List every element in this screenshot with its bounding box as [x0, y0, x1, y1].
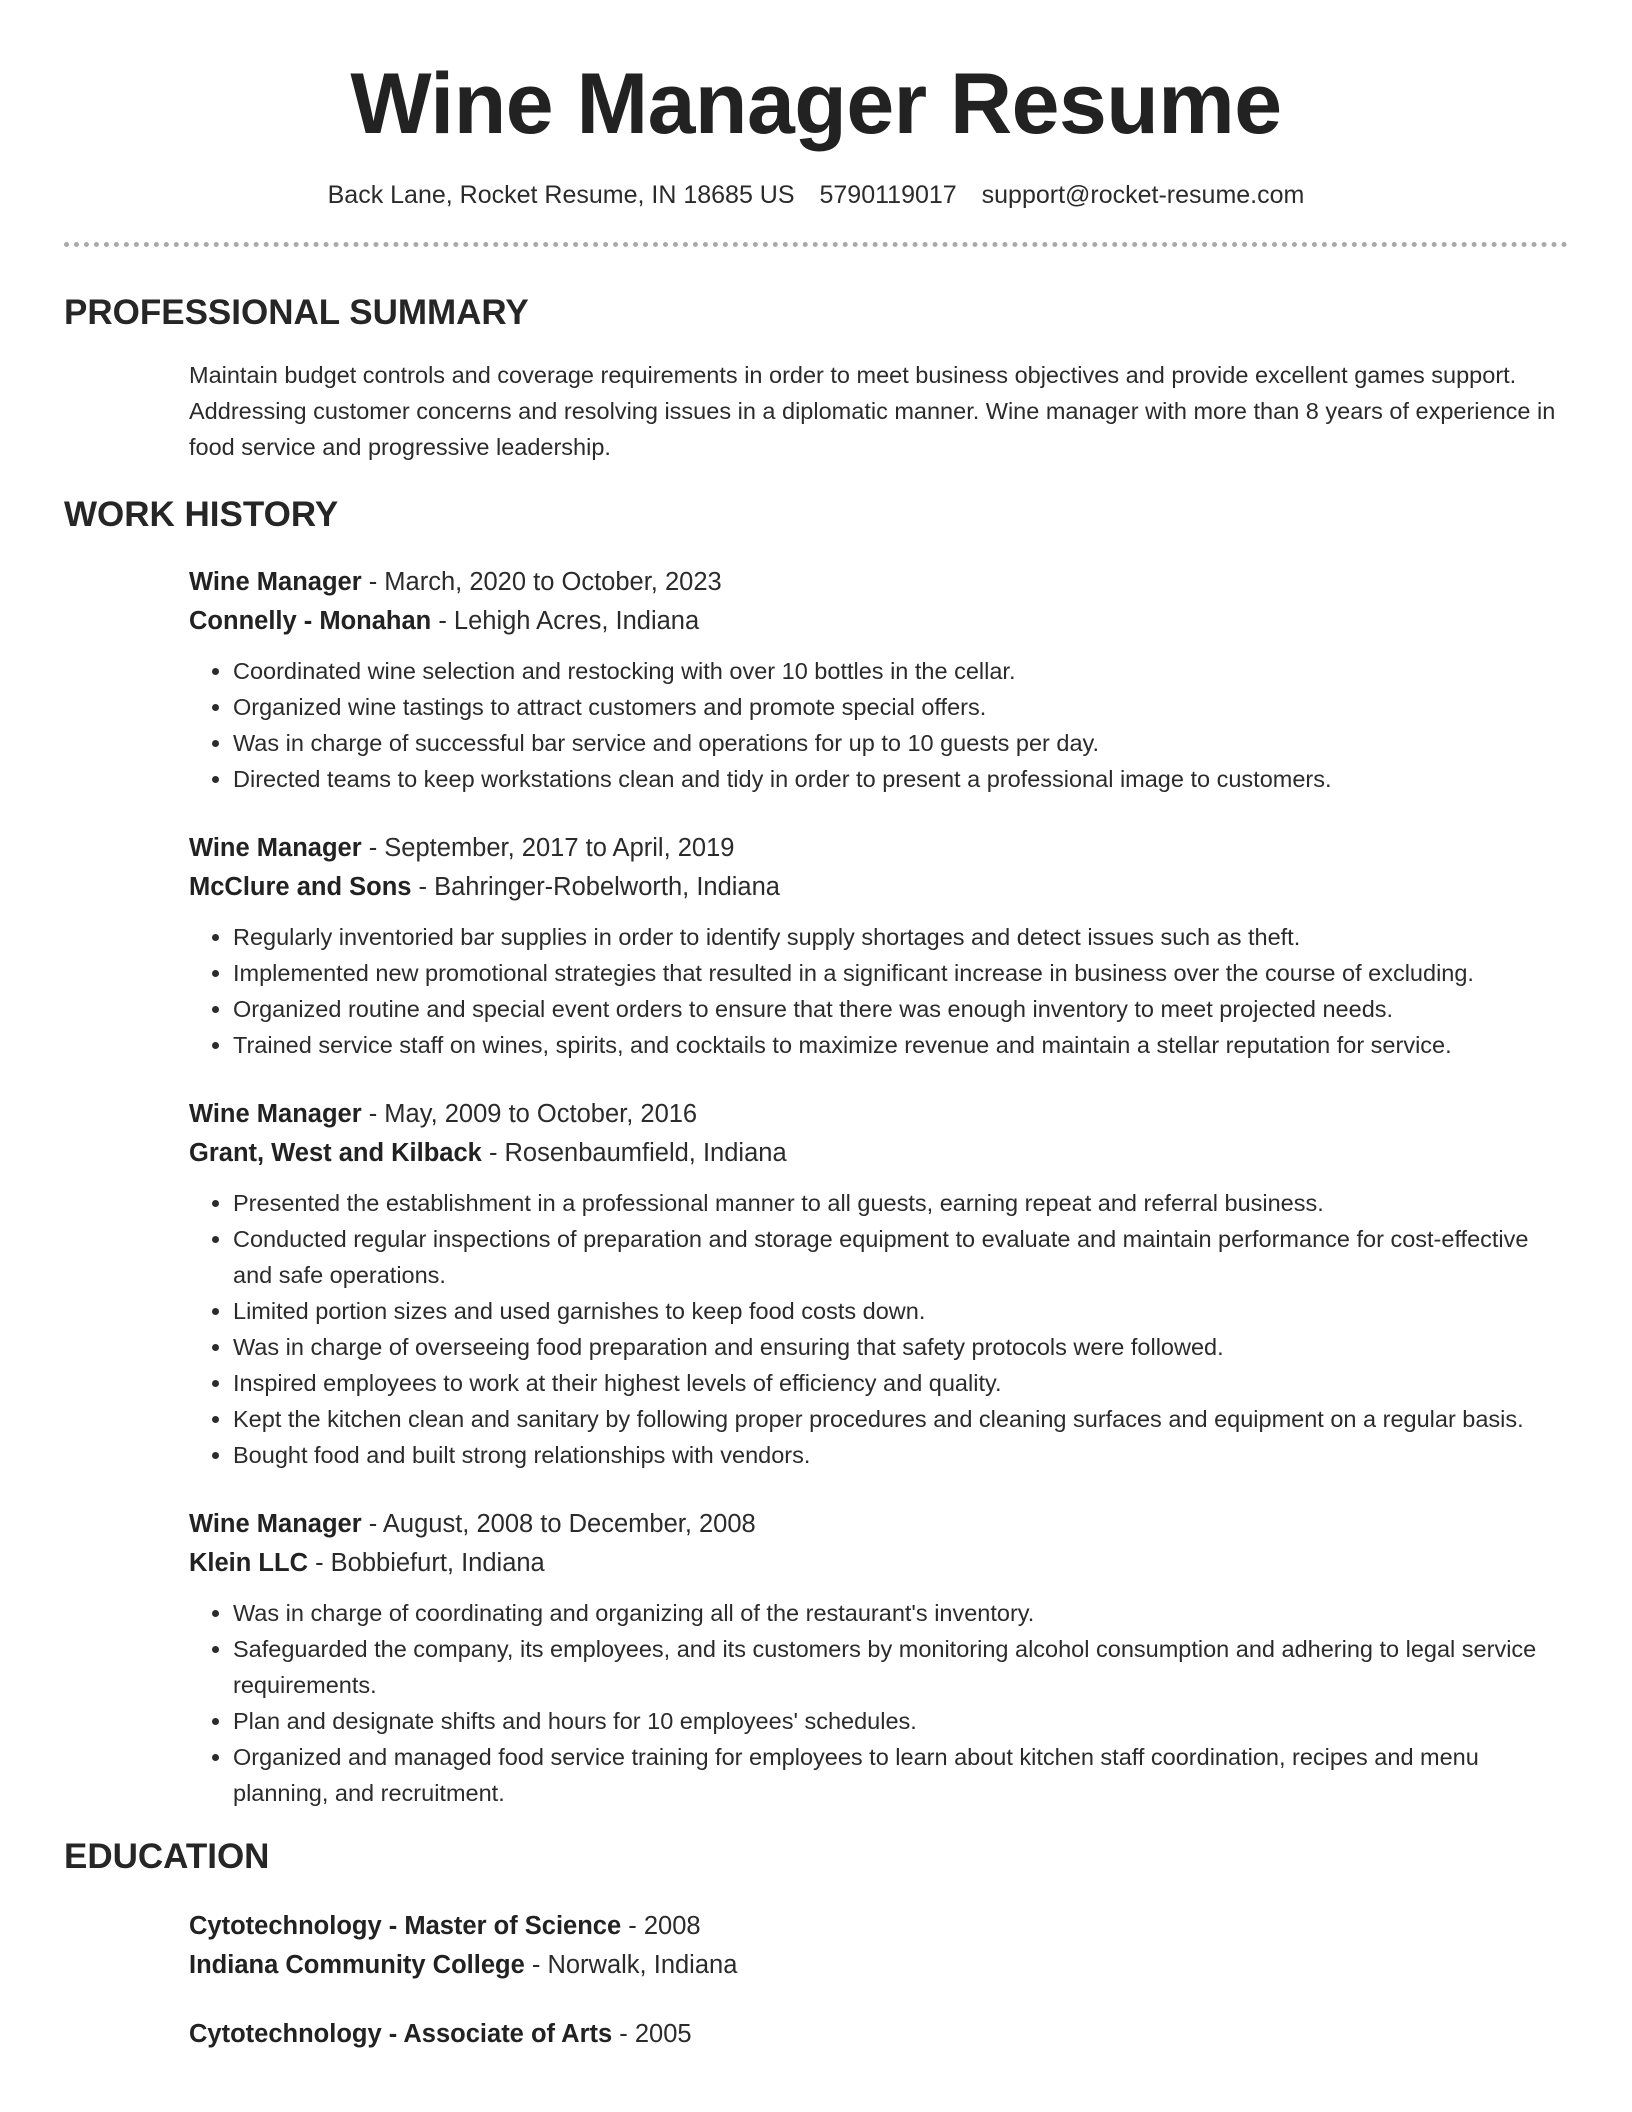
list-item: • Regularly inventoried bar supplies in order to identify supply shortages and detect issues such as theft.: [233, 919, 1568, 955]
list-item: • Directed teams to keep workstations clean and tidy in order to present a professional image to customers.: [233, 761, 1568, 797]
job-list: [64, 563, 1568, 1811]
contact-email: support@rocket-resume.com: [981, 181, 1305, 209]
education-school: Indiana Community College: [189, 1951, 525, 1979]
job-company-line: [189, 602, 1568, 641]
page-title: Wine Manager Resume: [350, 56, 1282, 152]
list-item: • Presented the establishment in a professional manner to all guests, earning repeat and referral business.: [233, 1185, 1568, 1221]
summary-heading: PROFESSIONAL SUMMARY: [64, 293, 529, 332]
job-role: Wine Manager: [189, 1510, 362, 1538]
list-item: • Bought food and built strong relationships with vendors.: [233, 1437, 1568, 1473]
list-item: • Inspired employees to work at their highest levels of efficiency and quality.: [233, 1365, 1568, 1401]
education-year: - 2008: [621, 1912, 701, 1940]
job-role: Wine Manager: [189, 834, 362, 862]
job-bullets: [189, 1595, 1568, 1811]
job-role: Wine Manager: [189, 568, 362, 596]
job-location: - Bahringer-Robelworth, Indiana: [411, 873, 780, 901]
summary-text: Maintain budget controls and coverage requirements in order to meet business objectives and provide excellent games support. Addressing customer concerns and resolving issues in a diplomatic manner. Wine manager with more than 8 years of experience in food service and progressive leadership.: [189, 362, 1556, 460]
work-history-section: [64, 493, 1568, 1811]
list-item: • Organized wine tastings to attract customers and promote special offers.: [233, 689, 1568, 725]
summary-section: [64, 291, 1568, 465]
job-role-line: [189, 563, 1568, 602]
job-role-line: [189, 1095, 1568, 1134]
education-heading: EDUCATION: [64, 1837, 270, 1876]
list-item: • Plan and designate shifts and hours for 10 employees' schedules.: [233, 1703, 1568, 1739]
education-school-line: [189, 1946, 1568, 1985]
job-entry: [189, 1505, 1568, 1811]
list-item: • Limited portion sizes and used garnishes to keep food costs down.: [233, 1293, 1568, 1329]
job-company: McClure and Sons: [189, 873, 412, 901]
job-company: Connelly - Monahan: [189, 607, 432, 635]
job-dates: - March, 2020 to October, 2023: [361, 568, 722, 596]
education-year: - 2005: [612, 2020, 692, 2048]
list-item: • Conducted regular inspections of preparation and storage equipment to evaluate and maintain performance for cost-effective and safe operations.: [233, 1221, 1568, 1293]
resume-header: [64, 0, 1568, 247]
contact-phone: 5790119017: [819, 181, 957, 209]
list-item: • Trained service staff on wines, spirits, and cocktails to maximize revenue and maintain a stellar reputation for service.: [233, 1027, 1568, 1063]
list-item: • Implemented new promotional strategies that resulted in a significant increase in business over the course of excluding.: [233, 955, 1568, 991]
job-bullets: [189, 919, 1568, 1063]
education-entry: [64, 2015, 1568, 2054]
list-item: • Was in charge of overseeing food preparation and ensuring that safety protocols were followed.: [233, 1329, 1568, 1365]
list-item: • Organized routine and special event orders to ensure that there was enough inventory to meet projected needs.: [233, 991, 1568, 1027]
job-dates: - May, 2009 to October, 2016: [361, 1100, 698, 1128]
job-location: - Rosenbaumfield, Indiana: [481, 1139, 787, 1167]
job-bullets: [189, 653, 1568, 797]
job-company: Klein LLC: [189, 1549, 308, 1577]
job-company-line: [189, 1544, 1568, 1583]
education-degree: Cytotechnology - Master of Science: [189, 1912, 622, 1940]
list-item: • Kept the kitchen clean and sanitary by following proper procedures and cleaning surfaces and equipment on a regular basis.: [233, 1401, 1568, 1437]
job-company-line: [189, 868, 1568, 907]
job-role-line: [189, 829, 1568, 868]
list-item: • Coordinated wine selection and restocking with over 10 bottles in the cellar.: [233, 653, 1568, 689]
job-company: Grant, West and Kilback: [189, 1139, 482, 1167]
list-item: • Was in charge of successful bar service and operations for up to 10 guests per day.: [233, 725, 1568, 761]
job-location: - Bobbiefurt, Indiana: [308, 1549, 545, 1577]
education-location: - Norwalk, Indiana: [524, 1951, 738, 1979]
education-degree: Cytotechnology - Associate of Arts: [189, 2020, 613, 2048]
education-degree-line: [189, 2015, 1568, 2054]
header-divider: [64, 242, 1568, 247]
work-history-heading: WORK HISTORY: [64, 495, 339, 534]
job-bullets: [189, 1185, 1568, 1473]
list-item: • Safeguarded the company, its employees, and its customers by monitoring alcohol consumption and adhering to legal service requirements.: [233, 1631, 1568, 1703]
contact-address: Back Lane, Rocket Resume, IN 18685 US: [327, 181, 795, 209]
job-entry: [189, 829, 1568, 1063]
list-item: • Organized and managed food service training for employees to learn about kitchen staff coordination, recipes and menu planning, and recruitment.: [233, 1739, 1568, 1811]
job-dates: - August, 2008 to December, 2008: [361, 1510, 756, 1538]
education-section: [64, 1835, 1568, 2054]
job-entry: [189, 1095, 1568, 1473]
job-location: - Lehigh Acres, Indiana: [431, 607, 700, 635]
education-entry: [64, 1907, 1568, 1985]
job-role: Wine Manager: [189, 1100, 362, 1128]
contact-line: [64, 178, 1568, 212]
list-item: • Was in charge of coordinating and organizing all of the restaurant's inventory.: [233, 1595, 1568, 1631]
job-entry: [189, 563, 1568, 797]
job-company-line: [189, 1134, 1568, 1173]
education-degree-line: [189, 1907, 1568, 1946]
job-dates: - September, 2017 to April, 2019: [361, 834, 735, 862]
job-role-line: [189, 1505, 1568, 1544]
